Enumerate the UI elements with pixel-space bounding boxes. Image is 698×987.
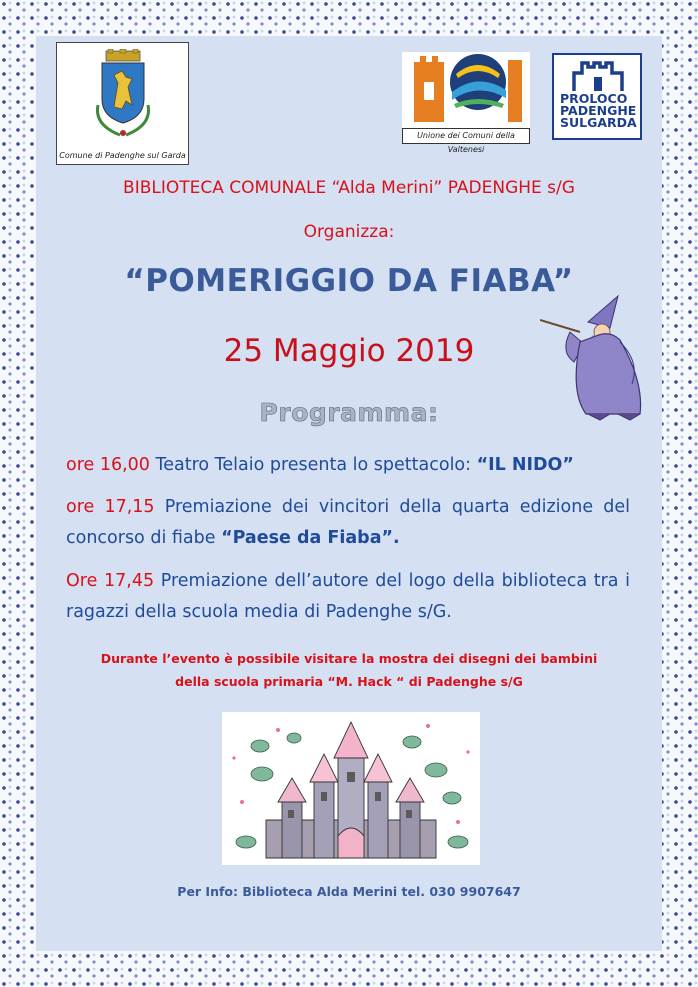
unione-caption: Unione dei Comuni della Valtenesi bbox=[402, 128, 530, 144]
program-highlight-1: “IL NIDO” bbox=[476, 455, 574, 475]
program-text-1: Teatro Telaio presenta lo spettacolo: bbox=[149, 455, 477, 475]
unione-logo bbox=[402, 52, 530, 154]
wizard-icon bbox=[540, 292, 650, 422]
program-tail-2: . bbox=[393, 528, 400, 548]
program-text-3: Premiazione dell’autore del logo della biblioteca tra i ragazzi della scuola media di Padenghe s/G. bbox=[66, 571, 630, 622]
proloco-line-3: SULGARDA bbox=[560, 115, 637, 130]
program-item-2 bbox=[66, 492, 630, 554]
crest-icon bbox=[92, 49, 154, 139]
exhibition-note-line-1: Durante l’evento è possibile visitare la mostra dei disegni dei bambini bbox=[100, 651, 598, 666]
proloco-line-2: PADENGHE bbox=[560, 103, 637, 118]
program-time-3: Ore 17,45 bbox=[66, 571, 155, 591]
program-highlight-2: “Paese da Fiaba” bbox=[221, 528, 394, 548]
exhibition-note-line-2: della scuola primaria “M. Hack “ di Padenghe s/G bbox=[175, 674, 523, 689]
organizes-label: Organizza: bbox=[303, 222, 395, 242]
comune-caption: Comune di Padenghe sul Garda bbox=[59, 151, 186, 160]
program-heading: Programma: bbox=[259, 398, 439, 427]
tower-icon bbox=[570, 59, 626, 91]
info-contact: Per Info: Biblioteca Alda Merini tel. 030 9907647 bbox=[177, 884, 521, 899]
program-time-1: ore 16,00 bbox=[66, 455, 150, 475]
proloco-line-1: PROLOCO bbox=[560, 91, 628, 106]
castle-illustration bbox=[222, 712, 480, 865]
program-text-2: Premiazione dei vincitori della quarta edizione del concorso di fiabe bbox=[66, 497, 630, 548]
unione-emblem-icon bbox=[412, 52, 522, 122]
comune-logo bbox=[56, 42, 189, 165]
event-date: 25 Maggio 2019 bbox=[223, 333, 475, 369]
program-item-3 bbox=[66, 566, 630, 628]
proloco-wordmark bbox=[560, 93, 636, 129]
program-time-2: ore 17,15 bbox=[66, 497, 155, 517]
program-item-1 bbox=[66, 450, 630, 481]
proloco-logo bbox=[552, 53, 642, 140]
event-title: “POMERIGGIO DA FIABA” bbox=[124, 263, 574, 299]
library-name: BIBLIOTECA COMUNALE “Alda Merini” PADENGHE s/G bbox=[123, 178, 575, 198]
castle-icon bbox=[222, 712, 480, 865]
